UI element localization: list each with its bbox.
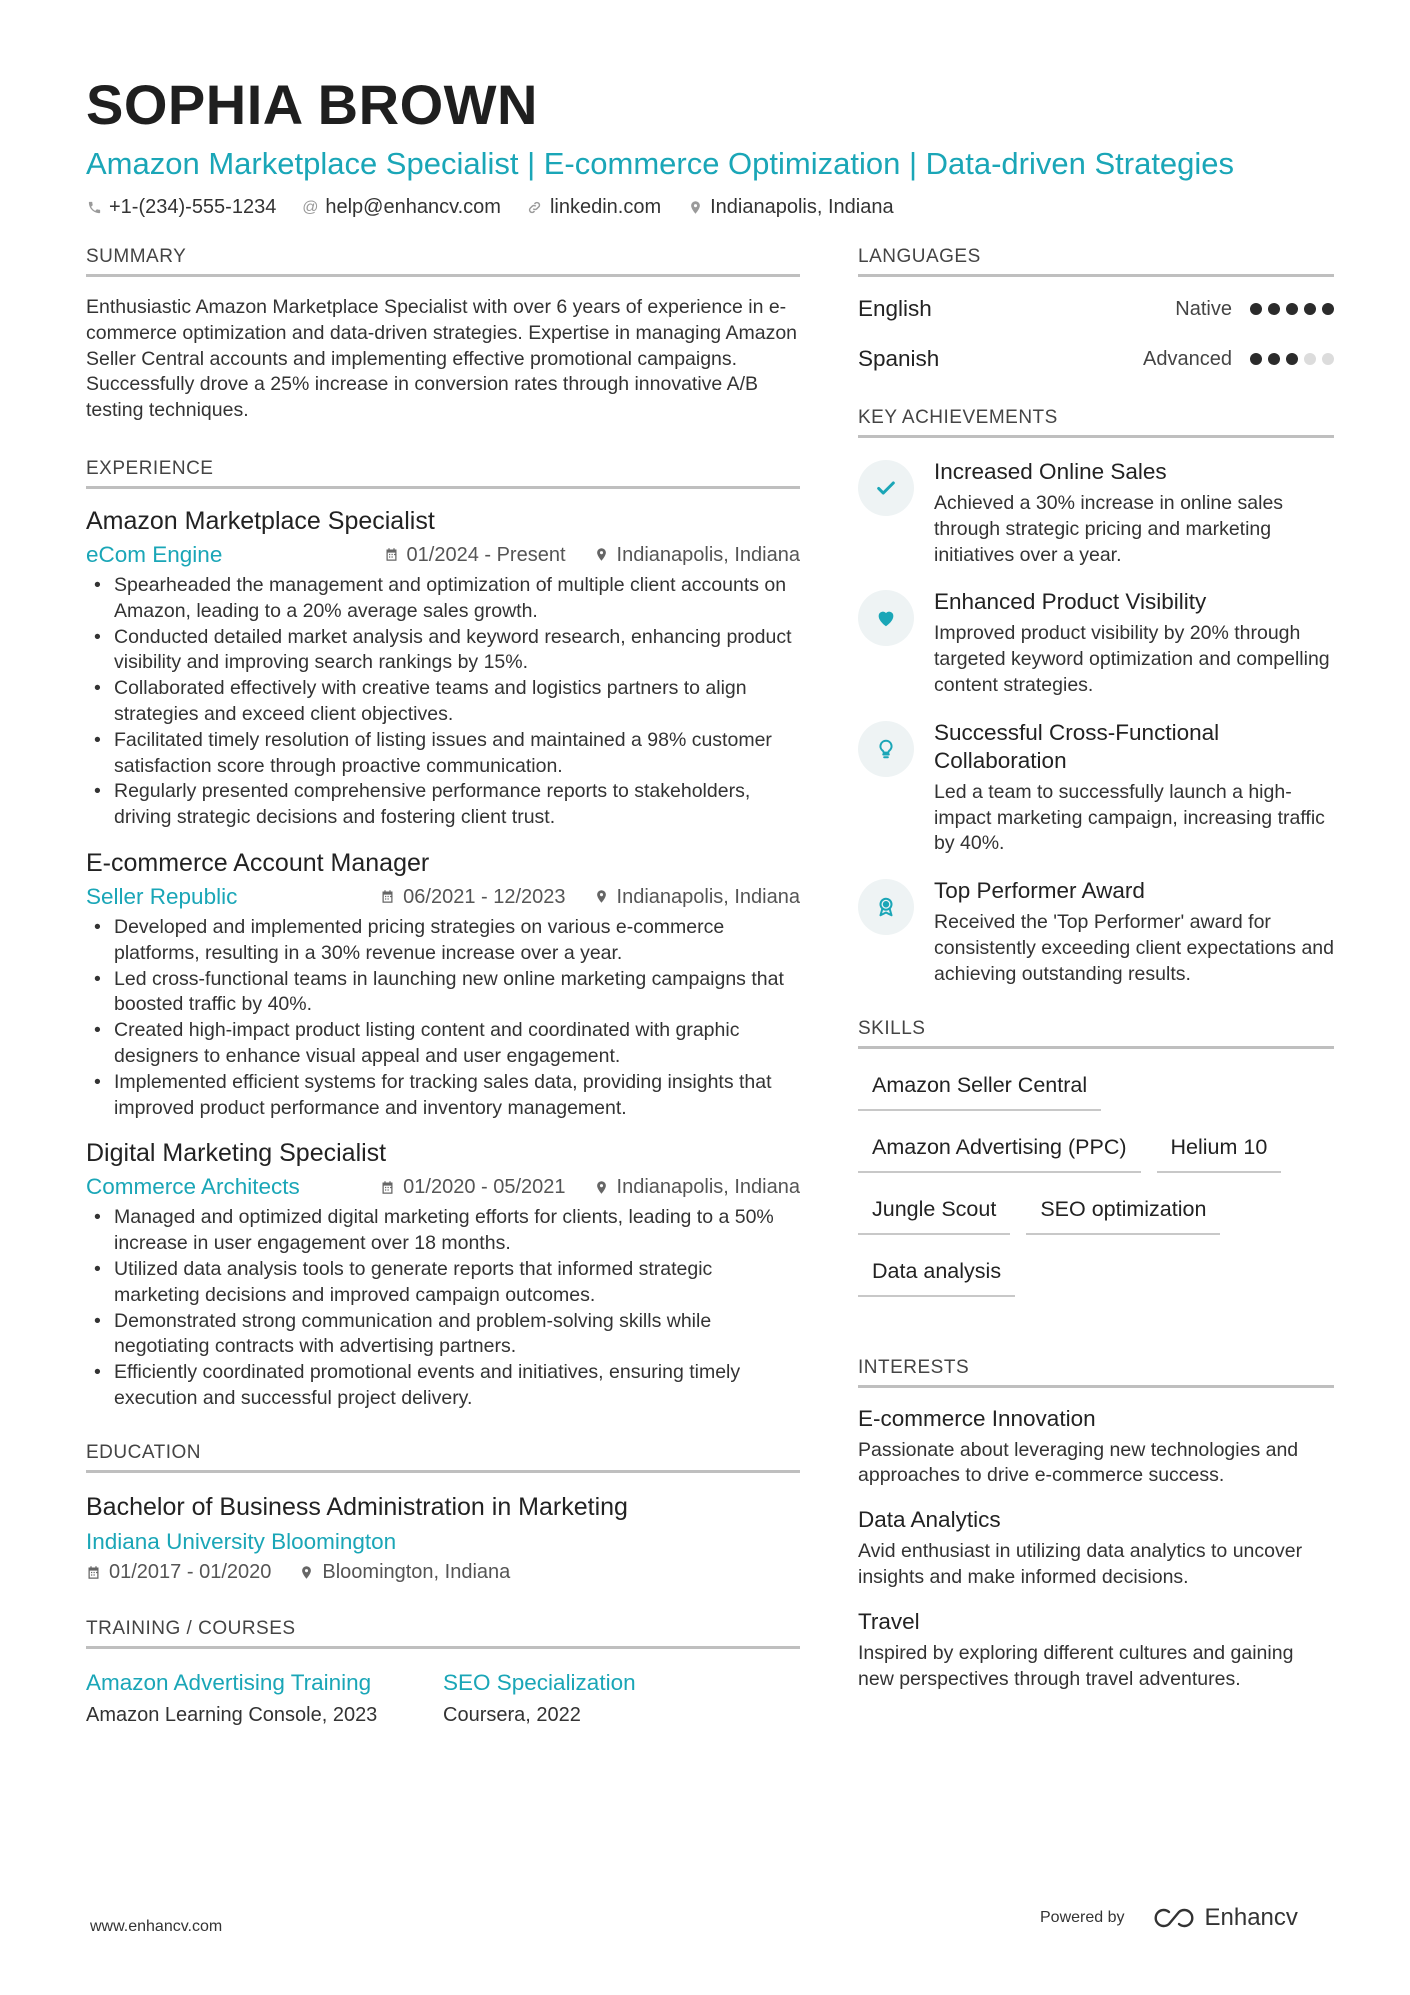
interest-title: E-commerce Innovation: [858, 1405, 1096, 1431]
education-meta: [86, 1561, 800, 1584]
experience-entry: [86, 505, 800, 831]
course-provider: Coursera, 2022: [443, 1703, 581, 1726]
location-pin-icon: [594, 547, 609, 562]
company-name: eCom Engine: [86, 541, 223, 567]
job-bullet: • Collaborated effectively with creative teams and logistics partners to align strategies and exceed client objectives.: [86, 676, 800, 728]
interest-item: [858, 1404, 1334, 1490]
languages-section: [858, 246, 1334, 377]
location-pin-icon: [687, 200, 703, 215]
course-item: [443, 1667, 800, 1729]
phone-icon: [86, 200, 102, 215]
job-bullets: [86, 915, 800, 1121]
course-name: Amazon Advertising Training: [86, 1669, 372, 1695]
contact-phone[interactable]: [86, 196, 276, 219]
contact-email[interactable]: [302, 196, 501, 219]
job-title: Digital Marketing Specialist: [86, 1139, 387, 1168]
heart-icon: [858, 590, 914, 646]
job-meta: [86, 541, 800, 569]
left-column: [86, 246, 800, 1763]
school-name: Indiana University Bloomington: [86, 1528, 397, 1554]
rating-dot-filled: [1250, 303, 1262, 315]
rating-dot-filled: [1268, 353, 1280, 365]
job-bullet: • Implemented efficient systems for tracking sales data, providing insights that improved product performance and inventory management.: [86, 1070, 800, 1122]
check-icon: [858, 460, 914, 516]
achievement-title: Increased Online Sales: [934, 459, 1167, 484]
interest-item: [858, 1505, 1334, 1591]
course-name: SEO Specialization: [443, 1669, 636, 1695]
right-column: [858, 246, 1334, 1726]
language-item: [858, 341, 1334, 377]
language-rating: [1250, 303, 1334, 315]
job-dates: 01/2024 - Present: [384, 541, 566, 569]
skill-list: [858, 1063, 1334, 1311]
interest-desc: Passionate about leveraging new technologies and approaches to drive e-commerce success.: [858, 1438, 1299, 1487]
interest-item: [858, 1607, 1334, 1693]
powered-by-label: Powered by: [1040, 1909, 1125, 1926]
job-bullet: • Regularly presented comprehensive performance reports to stakeholders, driving strategic decisions and fostering client trust.: [86, 779, 800, 831]
enhancv-logo[interactable]: [1151, 1904, 1298, 1932]
job-dates: 01/2020 - 05/2021: [380, 1173, 565, 1201]
candidate-headline: Amazon Marketplace Specialist | E-commerce Optimization | Data-driven Strategies: [86, 146, 1235, 181]
job-bullet: • Utilized data analysis tools to generate reports that informed strategic marketing decisions and improved campaign outcomes.: [86, 1257, 800, 1309]
job-bullet: • Facilitated timely resolution of listing issues and maintained a 98% customer satisfaction score through proactive communication.: [86, 728, 800, 780]
contact-linkedin[interactable]: [527, 196, 661, 219]
calendar-icon: [380, 889, 395, 904]
education-location: Bloomington, Indiana: [299, 1561, 510, 1584]
contact-bar: [86, 196, 1346, 219]
experience-entry: [86, 847, 800, 1121]
achievement-title: Enhanced Product Visibility: [934, 589, 1207, 615]
interest-desc: Avid enthusiast in utilizing data analytics to uncover insights and make informed decisions.: [858, 1540, 1303, 1588]
language-name: English: [858, 296, 932, 321]
calendar-icon: [86, 1565, 101, 1580]
job-meta: [86, 1173, 800, 1201]
rating-dot-filled: [1286, 303, 1298, 315]
achievements-section: [858, 407, 1334, 988]
achievements-heading: KEY ACHIEVEMENTS: [858, 407, 1334, 438]
language-rating: [1250, 353, 1334, 365]
course-item: [86, 1667, 443, 1729]
summary-text: Enthusiastic Amazon Marketplace Specialist with over 6 years of experience in e-commerce optimization and data-driven strategies. Expertise in managing Amazon Seller Central accounts and implementing effective promotional campaigns. Successfully drove a 25% increase in conversion rates through innovative A/B testing techniques.: [86, 296, 798, 422]
job-bullets: [86, 1205, 800, 1411]
job-bullets: [86, 573, 800, 831]
education-section: [86, 1442, 800, 1584]
brand-name: Enhancv: [1204, 1904, 1298, 1931]
footer-branding: [1040, 1904, 1298, 1932]
interests-heading: INTERESTS: [858, 1357, 1334, 1388]
skill-tag: SEO optimization: [1026, 1187, 1220, 1235]
interest-title: Data Analytics: [858, 1507, 1001, 1533]
degree-title: Bachelor of Business Administration in Marketing: [86, 1492, 628, 1521]
at-icon: @: [302, 198, 319, 216]
experience-entry: [86, 1137, 800, 1411]
achievement-title: Successful Cross-Functional Collaboration: [934, 719, 1220, 773]
rating-dot-empty: [1322, 353, 1334, 365]
language-level: Advanced: [1143, 347, 1232, 370]
job-bullet: • Created high-impact product listing content and coordinated with graphic designers to enhance visual appeal and user engagement.: [86, 1018, 800, 1070]
achievement-title: Top Performer Award: [934, 878, 1145, 904]
training-heading: TRAINING / COURSES: [86, 1618, 800, 1649]
language-level: Native: [1175, 297, 1232, 320]
education-heading: EDUCATION: [86, 1442, 800, 1473]
language-name: Spanish: [858, 346, 940, 371]
job-location: Indianapolis, Indiana: [594, 883, 800, 911]
skill-tag: Data analysis: [858, 1249, 1015, 1297]
experience-section: [86, 458, 800, 1412]
job-title: Amazon Marketplace Specialist: [86, 506, 435, 535]
calendar-icon: [384, 547, 399, 562]
course-list: [86, 1667, 800, 1729]
achievement-desc: Improved product visibility by 20% through targeted keyword optimization and compelling content strategies.: [934, 622, 1330, 696]
job-meta: [86, 883, 800, 911]
job-bullet: • Efficiently coordinated promotional events and initiatives, ensuring timely execution and successful project delivery.: [86, 1360, 800, 1412]
job-location: Indianapolis, Indiana: [594, 541, 800, 569]
location-pin-icon: [594, 889, 609, 904]
job-bullet: • Developed and implemented pricing strategies on various e-commerce platforms, resulting in a 30% revenue increase over a year.: [86, 915, 800, 967]
rating-dot-filled: [1322, 303, 1334, 315]
company-name: Seller Republic: [86, 883, 238, 909]
job-bullet: • Demonstrated strong communication and problem-solving skills while negotiating contracts with advertising partners.: [86, 1309, 800, 1361]
achievement-item: [858, 458, 1334, 568]
skill-tag: Amazon Seller Central: [858, 1063, 1101, 1111]
job-title: E-commerce Account Manager: [86, 848, 430, 877]
job-location: Indianapolis, Indiana: [594, 1173, 800, 1201]
achievement-desc: Achieved a 30% increase in online sales through strategic pricing and marketing initiatives over a year.: [934, 492, 1284, 566]
company-name: Commerce Architects: [86, 1174, 300, 1200]
training-section: [86, 1618, 800, 1729]
job-bullet: • Managed and optimized digital marketing efforts for clients, leading to a 50% increase in user engagement over 18 months.: [86, 1205, 800, 1257]
location-pin-icon: [299, 1565, 314, 1580]
location-pin-icon: [594, 1180, 609, 1195]
achievement-item: [858, 719, 1334, 857]
contact-email-text: help@enhancv.com: [325, 196, 501, 218]
skills-section: [858, 1018, 1334, 1311]
experience-heading: EXPERIENCE: [86, 458, 800, 489]
summary-heading: SUMMARY: [86, 246, 800, 277]
education-dates: 01/2017 - 01/2020: [86, 1561, 271, 1584]
job-bullet: • Conducted detailed market analysis and keyword research, enhancing product visibility and improving search rankings by 15%.: [86, 625, 800, 677]
skills-heading: SKILLS: [858, 1018, 1334, 1049]
skill-tag: Jungle Scout: [858, 1187, 1010, 1235]
rating-dot-empty: [1304, 353, 1316, 365]
language-item: [858, 291, 1334, 327]
lightbulb-icon: [858, 721, 914, 777]
achievement-item: [858, 877, 1334, 987]
rating-dot-filled: [1304, 303, 1316, 315]
job-dates: 06/2021 - 12/2023: [380, 883, 565, 911]
rating-dot-filled: [1268, 303, 1280, 315]
contact-linkedin-text: linkedin.com: [549, 196, 662, 218]
interests-section: [858, 1357, 1334, 1693]
link-icon: [527, 200, 543, 215]
contact-location: [687, 196, 893, 219]
interest-desc: Inspired by exploring different cultures and gaining new perspectives through travel adventures.: [858, 1641, 1294, 1690]
contact-location-text: Indianapolis, Indiana: [710, 196, 894, 218]
interest-title: Travel: [858, 1608, 920, 1634]
course-provider: Amazon Learning Console, 2023: [86, 1703, 378, 1726]
achievement-desc: Received the 'Top Performer' award for consistently exceeding client expectations and achieving outstanding results.: [934, 911, 1334, 985]
rating-dot-filled: [1286, 353, 1298, 365]
summary-section: [86, 246, 800, 424]
job-bullet: • Led cross-functional teams in launching new online marketing campaigns that boosted traffic by 40%.: [86, 967, 800, 1019]
achievement-item: [858, 588, 1334, 698]
enhancv-logo-icon: [1151, 1905, 1197, 1931]
award-icon: [858, 879, 914, 935]
achievement-desc: Led a team to successfully launch a high-impact marketing campaign, increasing traffic by 40%.: [934, 780, 1325, 855]
footer-website[interactable]: www.enhancv.com: [90, 1918, 223, 1935]
job-bullet: • Spearheaded the management and optimization of multiple client accounts on Amazon, leading to a 20% average sales growth.: [86, 573, 800, 625]
skill-tag: Amazon Advertising (PPC): [858, 1125, 1141, 1173]
skill-tag: Helium 10: [1157, 1125, 1282, 1173]
languages-heading: LANGUAGES: [858, 246, 1334, 277]
rating-dot-filled: [1250, 353, 1262, 365]
candidate-name: SOPHIA BROWN: [86, 73, 538, 136]
calendar-icon: [380, 1180, 395, 1195]
contact-phone-text: +1-(234)-555-1234: [109, 196, 277, 218]
resume-header: [86, 72, 1346, 219]
